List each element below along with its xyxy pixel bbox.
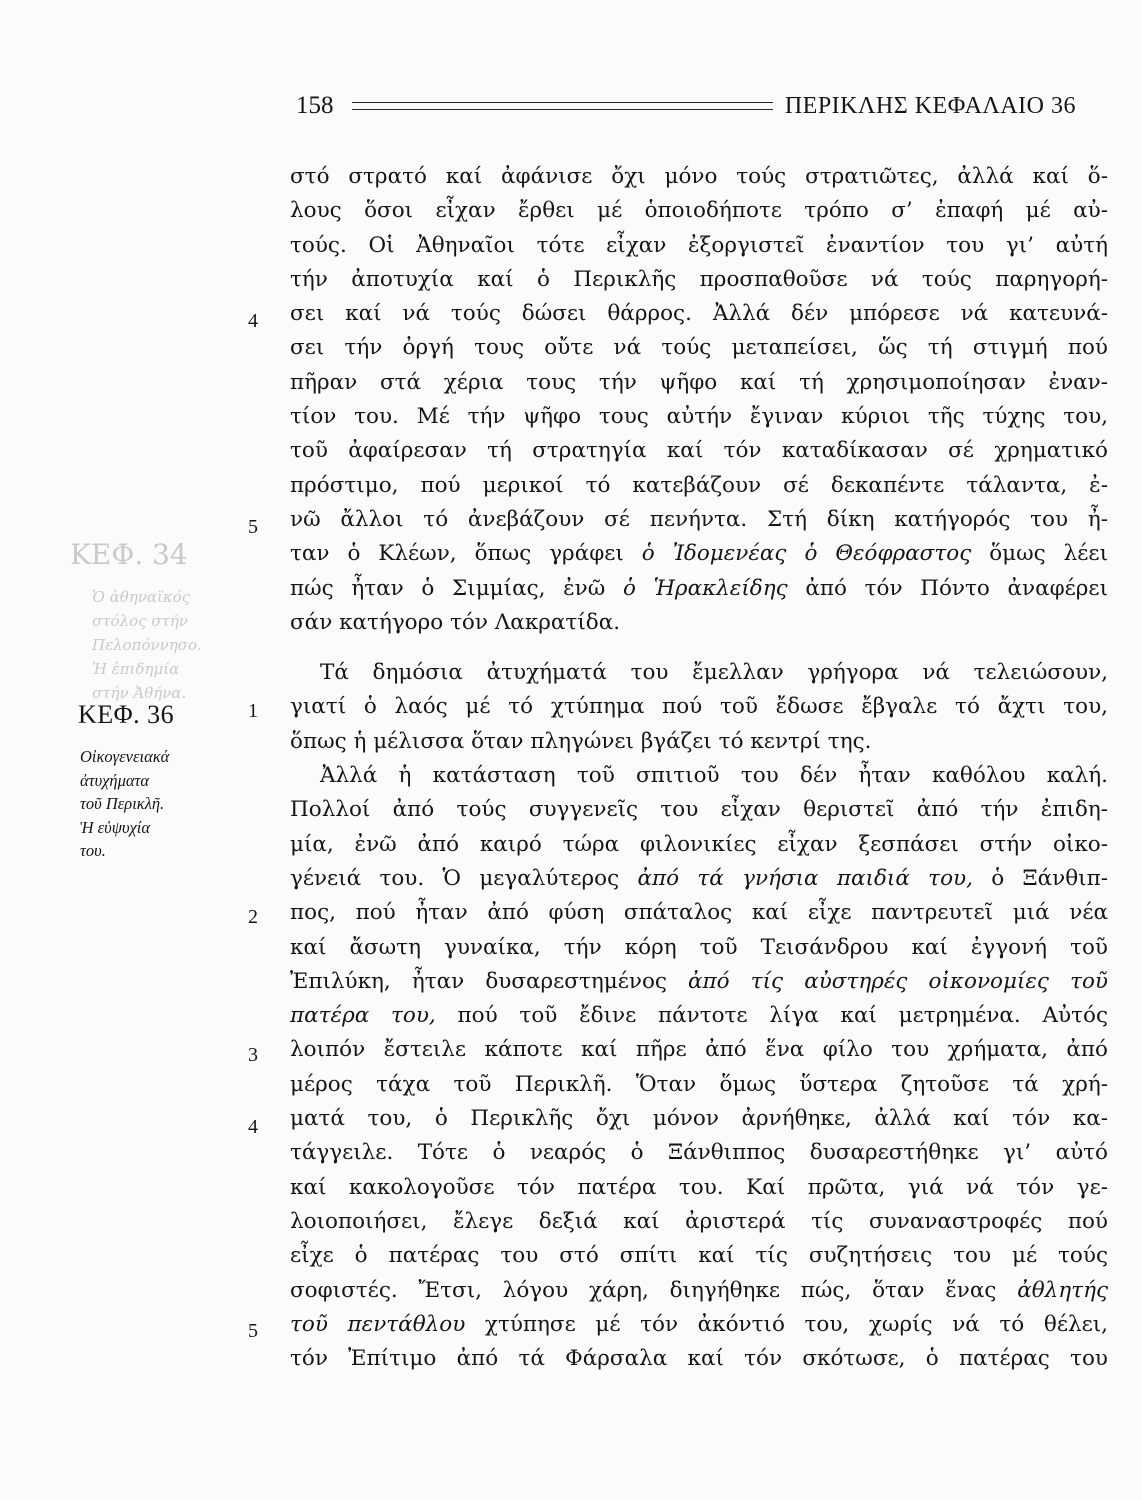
text-line: στό στρατό καί ἀφάνισε ὄχι μόνο τούς στρατιῶτες, ἀλλά καί ὅ- xyxy=(290,164,1108,189)
line-number: 4 xyxy=(248,310,258,332)
text-line xyxy=(290,1274,1108,1308)
chapter-summary xyxy=(80,745,240,863)
paragraph xyxy=(290,160,1108,640)
text-line: τοῦ ἀφαίρεσαν τή στρατηγία καί τόν καταδίκασαν σέ χρηματικό xyxy=(290,438,1108,464)
text-line: λοιοποιήσει, ἔλεγε δεξιά καί ἀριστερά τίς συναναστροφές πού xyxy=(290,1208,1108,1234)
line-number: 1 xyxy=(248,700,258,722)
page-number: 158 xyxy=(296,92,334,119)
text-line xyxy=(290,537,1108,571)
chapter-summary-line: ἀτυχήματα xyxy=(80,770,150,790)
text-line: τήν ἀποτυχία καί ὁ Περικλῆς προσπαθοῦσε νά τούς παρηγορή- xyxy=(290,266,1108,292)
text-run: πού τοῦ ἔδινε πάντοτε λίγα καί μετρημένα. Αὐτός xyxy=(435,1003,1108,1029)
text-line: καί ἄσωτη γυναίκα, τήν κόρη τοῦ Τεισάνδρου καί ἐγγονή τοῦ xyxy=(290,934,1108,960)
chapter-summary-line: Ἡ εὐψυχία xyxy=(80,817,151,837)
paragraph xyxy=(290,656,1108,759)
italic-phrase: ἀθλητής xyxy=(1017,1277,1108,1303)
line-number: 2 xyxy=(248,906,258,928)
running-head xyxy=(296,88,1076,124)
chapter-summary-line: του. xyxy=(80,841,106,860)
ghost-line: στήν Ἀθήνα. xyxy=(92,684,187,702)
line-number: 5 xyxy=(248,516,258,538)
text-line: πρόστιμο, πού μερικοί τό κατεβάζουν σέ δεκαπέντε τάλαντα, ἐ- xyxy=(290,472,1108,498)
text-line xyxy=(290,965,1108,999)
text-line: πος, πού ἦταν ἀπό φύση σπάταλος καί εἶχε παντρευτεῖ μιά νέα xyxy=(290,900,1108,926)
text-line: Πολλοί ἀπό τούς συγγενεῖς του εἶχαν θεριστεῖ ἀπό τήν ἐπιδη- xyxy=(290,797,1108,823)
ghost-line: στόλος στήν xyxy=(92,612,188,630)
ghost-line: Ἡ ἐπιδημία xyxy=(92,660,180,678)
text-line: σει καί νά τούς δώσει θάρρος. Ἀλλά δέν μπόρεσε νά κατευνά- xyxy=(290,301,1108,327)
text-line: τόν Ἐπίτιμο ἀπό τά Φάρσαλα καί τόν σκότωσε, ὁ πατέρας του xyxy=(290,1346,1108,1372)
paragraph xyxy=(290,759,1108,1376)
italic-phrase: ἀπό τά γνήσια παιδιά του, xyxy=(637,865,973,891)
text-line xyxy=(290,1308,1108,1342)
text-run xyxy=(786,541,804,566)
text-line: Τά δημόσια ἀτυχήματά του ἔμελλαν γρήγορα νά τελειώσουν, xyxy=(320,660,1108,686)
text-line xyxy=(290,572,1108,606)
text-line xyxy=(290,862,1108,896)
text-run: ἀπό τόν Πόντο ἀναφέρει xyxy=(787,575,1108,601)
text-line: νῶ ἄλλοι τό ἀνεβάζουν σέ πενήντα. Στή δίκη κατήγορός του ἦ- xyxy=(290,506,1108,532)
italic-phrase: πατέρα του, xyxy=(290,1003,436,1029)
text-run: γένειά του. Ὁ μεγαλύτερος xyxy=(290,865,638,891)
text-run: πώς ἦταν ὁ Σιμμίας, ἐνῶ xyxy=(290,575,623,601)
body-text xyxy=(290,160,1108,1376)
chapter-summary-line: τοῦ Περικλῆ. xyxy=(80,794,165,813)
italic-name: ὁ Ἰδομενέας xyxy=(641,541,787,567)
chapter-summary-line: Οἰκογενειακά xyxy=(80,747,170,766)
line-number: 4 xyxy=(248,1116,258,1138)
ghost-chapter-heading: ΚΕΦ. 34 xyxy=(70,538,188,571)
text-line: εἶχε ὁ πατέρας του στό σπίτι καί τίς συζητήσεις του μέ τούς xyxy=(290,1243,1108,1269)
text-run: ὁ Ξάνθιπ- xyxy=(972,865,1108,891)
text-run: Ἐπιλύκη, ἦταν δυσαρεστημένος xyxy=(290,968,689,994)
text-line: μέρος τάχα τοῦ Περικλῆ. Ὅταν ὅμως ὕστερα ζητοῦσε τά χρή- xyxy=(290,1071,1108,1097)
text-line: σει τήν ὀργή τους οὔτε νά τούς μεταπείσει, ὥς τή στιγμή πού xyxy=(290,335,1108,361)
text-line: τίον του. Μέ τήν ψῆφο τους αὐτήν ἔγιναν κύριοι τῆς τύχης του, xyxy=(290,404,1108,430)
italic-name: ὁ Ἡρακλείδης xyxy=(622,575,788,601)
italic-phrase: τοῦ πεντάθλου xyxy=(290,1311,466,1337)
line-number: 3 xyxy=(248,1044,258,1066)
text-line: λους ὅσοι εἶχαν ἔρθει μέ ὁποιοδήποτε τρόπο σ’ ἐπαφή μέ αὐ- xyxy=(290,198,1108,224)
line-number: 5 xyxy=(248,1320,258,1342)
text-line: ὅπως ἡ μέλισσα ὅταν πληγώνει βγάζει τό κεντρί της. xyxy=(290,728,872,754)
ghost-line: Πελοπόννησο. xyxy=(92,636,202,654)
text-run: σοφιστές. Ἔτσι, λόγου χάρη, διηγήθηκε πώς, ὅταν ἕνας xyxy=(290,1277,1018,1303)
text-run: ὅμως λέει xyxy=(971,541,1109,567)
text-line: Ἀλλά ἡ κατάσταση τοῦ σπιτιοῦ του δέν ἦταν καθόλου καλή. xyxy=(320,763,1108,789)
running-title: ΠΕΡΙΚΛΗΣ ΚΕΦΑΛΑΙΟ 36 xyxy=(784,92,1076,119)
text-line: λοιπόν ἔστειλε κάποτε καί πῆρε ἀπό ἕνα φίλο του χρήματα, ἀπό xyxy=(290,1037,1108,1063)
text-line: πῆραν στά χέρια τους τήν ψῆφο καί τή χρησιμοποίησαν ἐναν- xyxy=(290,369,1108,395)
text-line: μία, ἐνῶ ἀπό καιρό τώρα φιλονικίες εἶχαν ξεσπάσει στήν οἰκο- xyxy=(290,831,1108,857)
text-line: σάν κατήγορο τόν Λακρατίδα. xyxy=(290,609,621,635)
text-line: ματά του, ὁ Περικλῆς ὄχι μόνον ἀρνήθηκε, ἀλλά καί τόν κα- xyxy=(290,1106,1108,1132)
italic-name: ὁ Θεόφραστος xyxy=(804,541,972,567)
header-double-rule xyxy=(352,102,773,110)
ghost-line: Ὁ ἀθηναϊκός xyxy=(92,588,191,606)
paragraph-gap xyxy=(290,640,1108,656)
text-run: ταν ὁ Κλέων, ὅπως γράφει xyxy=(290,541,642,567)
text-line: καί κακολογοῦσε τόν πατέρα του. Καί πρῶτα, γιά νά τόν γε- xyxy=(290,1174,1108,1200)
text-run: χτύπησε μέ τόν ἀκόντιό του, χωρίς νά τό θέλει, xyxy=(465,1311,1108,1337)
ghost-marginal-note xyxy=(92,585,242,705)
italic-phrase: ἀπό τίς αὐστηρές οἰκονομίες τοῦ xyxy=(688,968,1108,994)
text-line xyxy=(290,999,1108,1033)
text-line: γιατί ὁ λαός μέ τό χτύπημα πού τοῦ ἔδωσε ἔβγαλε τό ἄχτι του, xyxy=(290,694,1108,720)
chapter-heading: ΚΕΦ. 36 xyxy=(78,700,175,729)
text-line: τάγγειλε. Τότε ὁ νεαρός ὁ Ξάνθιππος δυσαρεστήθηκε γι’ αὐτό xyxy=(290,1140,1108,1166)
text-line: τούς. Οἱ Ἀθηναῖοι τότε εἶχαν ἐξοργιστεῖ ἐναντίον του γι’ αὐτή xyxy=(290,232,1108,258)
